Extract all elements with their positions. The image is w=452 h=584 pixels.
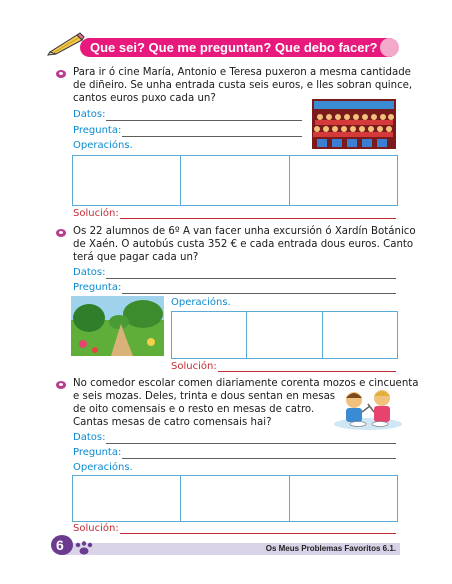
- operations-cell[interactable]: [172, 312, 247, 358]
- page-number: 6: [56, 537, 64, 553]
- bullet-icon: [56, 70, 66, 78]
- book-title: Os Meus Problemas Favoritos 6.1.: [265, 544, 396, 553]
- pregunta-line: [122, 136, 302, 137]
- operations-cell[interactable]: [290, 476, 397, 521]
- operations-cell[interactable]: [73, 476, 181, 521]
- page-title: Que sei? Que me preguntan? Que debo facer?: [90, 40, 378, 55]
- operacions-label: Operacións.: [73, 140, 133, 151]
- bullet-icon: [56, 229, 66, 237]
- pregunta-line: [122, 458, 396, 459]
- datos-label: Datos:: [73, 267, 106, 278]
- operations-cell[interactable]: [323, 312, 397, 358]
- solucion-label: Solución:: [171, 361, 217, 372]
- pregunta-label: Pregunta:: [73, 282, 122, 293]
- operacions-label: Operacións.: [171, 297, 231, 308]
- problem-2-line-2: de Xaén. O autobús custa 352 € e cada entrada dous euros. Canto: [73, 239, 414, 250]
- operations-cell[interactable]: [290, 156, 397, 205]
- operations-cell[interactable]: [73, 156, 181, 205]
- operations-cell[interactable]: [181, 476, 289, 521]
- header-banner-end: [380, 38, 399, 57]
- problem-1-line-1: Para ir ó cine María, Antonio e Teresa puxeron a mesma cantidade: [73, 67, 411, 78]
- paw-icon: [74, 541, 94, 555]
- pregunta-label: Pregunta:: [73, 447, 122, 458]
- datos-label: Datos:: [73, 432, 106, 443]
- problem-3-line-1: No comedor escolar comen diariamente corenta mozos e cincuenta: [73, 378, 419, 389]
- operations-cell[interactable]: [181, 156, 289, 205]
- solucion-label: Solución:: [73, 208, 119, 219]
- problem-1-line-3: cantos euros puxo cada un?: [73, 93, 216, 104]
- operacions-label: Operacións.: [73, 462, 133, 473]
- operations-box-2: [171, 311, 398, 359]
- problem-3-line-4: Cantas mesas de catro comensais hai?: [73, 417, 272, 428]
- pregunta-label: Pregunta:: [73, 125, 122, 136]
- solucion-line: [120, 533, 396, 534]
- solucion-line: [218, 371, 396, 372]
- datos-label: Datos:: [73, 109, 106, 120]
- operations-cell[interactable]: [247, 312, 322, 358]
- bullet-icon: [56, 381, 66, 389]
- problem-3-line-3: de oito comensais e o resto en mesas de catro.: [73, 404, 315, 415]
- diners-illustration: [332, 386, 404, 432]
- problem-2-line-1: Os 22 alumnos de 6º A van facer unha excursión ó Xardín Botánico: [73, 226, 416, 237]
- cinema-illustration: [312, 99, 396, 149]
- problem-3-line-2: e seis mozas. Deles, trinta e dous sentan en mesas: [73, 391, 336, 402]
- problem-1-line-2: de diñeiro. Se unha entrada custa seis euros, e lles sobran quince,: [73, 80, 413, 91]
- datos-line: [106, 443, 396, 444]
- operations-box-3: [72, 475, 398, 522]
- datos-line: [106, 120, 302, 121]
- pencil-icon: [46, 32, 86, 56]
- solucion-line: [120, 218, 396, 219]
- pregunta-line: [122, 293, 396, 294]
- operations-box-1: [72, 155, 398, 206]
- datos-line: [106, 278, 396, 279]
- garden-illustration: [71, 296, 164, 356]
- problem-2-line-3: terá que pagar cada un?: [73, 252, 199, 263]
- solucion-label: Solución:: [73, 523, 119, 534]
